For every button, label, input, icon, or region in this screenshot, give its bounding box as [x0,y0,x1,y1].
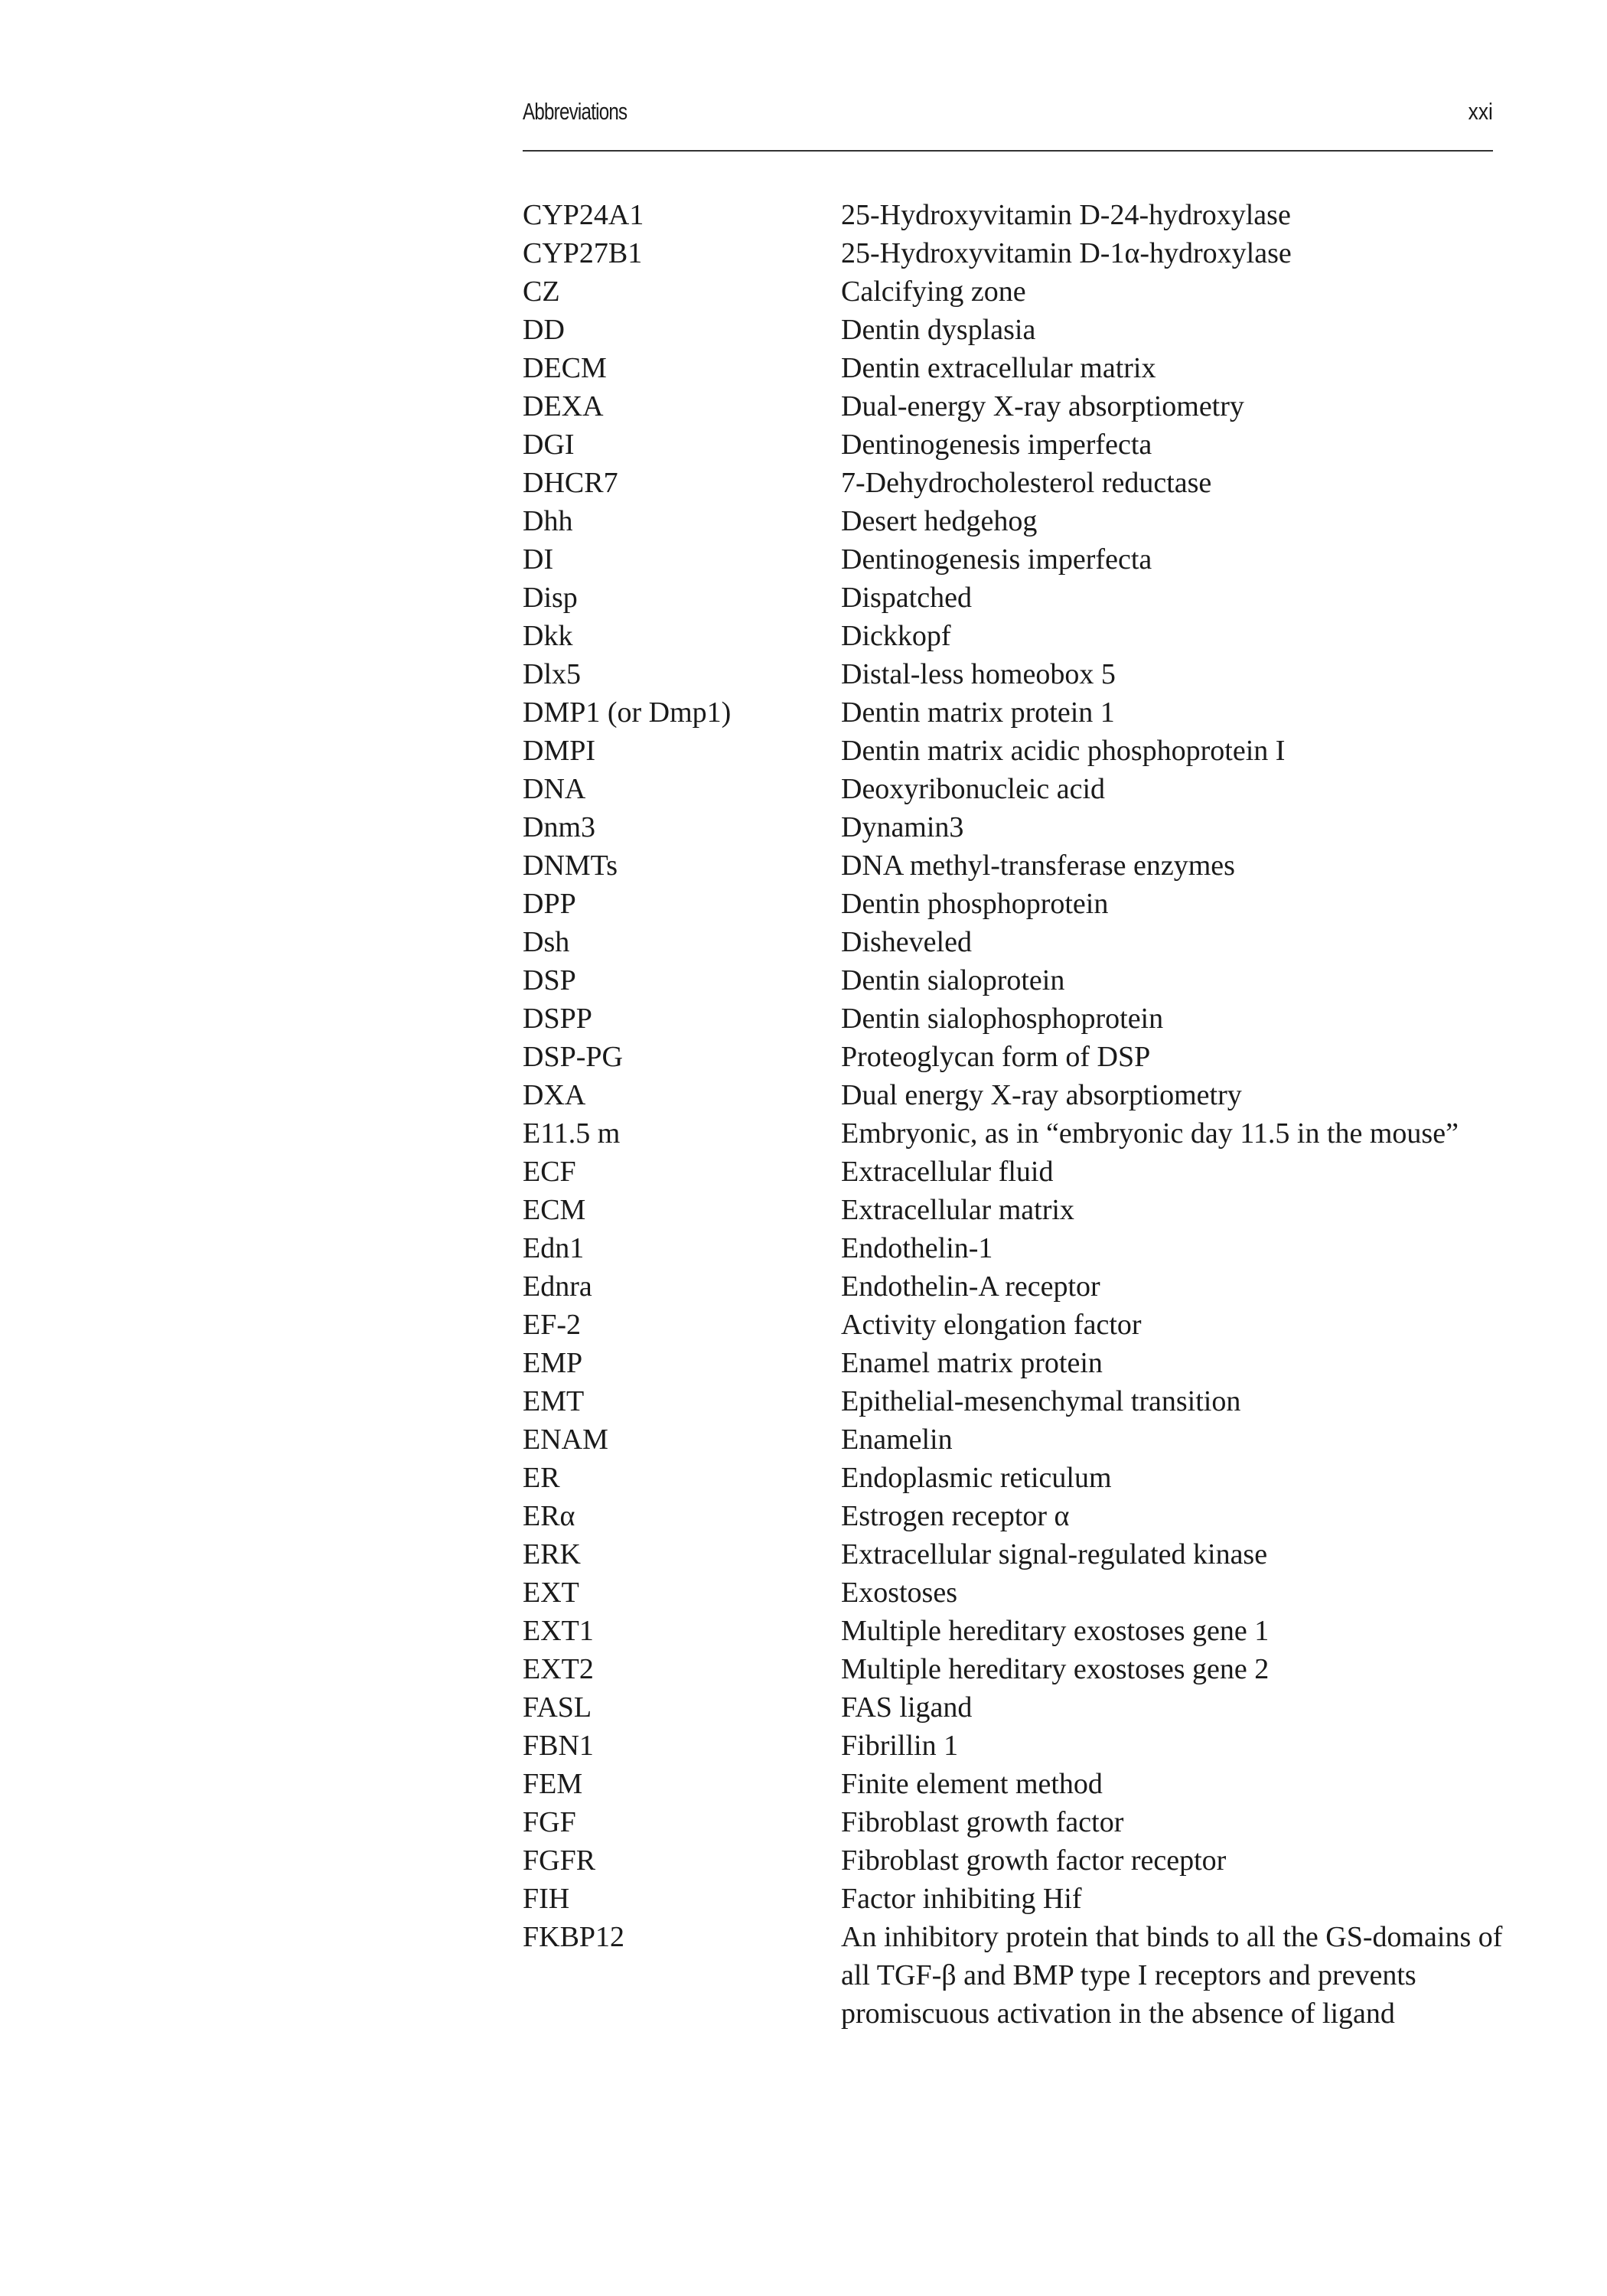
abbreviation-list [523,196,1517,2033]
abbreviation-definition: Fibroblast growth factor receptor [841,1844,1227,1877]
abbreviation-definition: Distal-less homeobox 5 [841,658,1116,690]
abbreviation-definition: Dentin sialoprotein [841,964,1065,996]
abbreviation-definition: DNA methyl-transferase enzymes [841,850,1235,882]
abbreviation-entry [523,808,1517,846]
abbreviation-term: Edn1 [523,1232,585,1264]
abbreviation-term: Ednra [523,1270,592,1303]
abbreviation-definition: Dentin matrix protein 1 [841,696,1115,729]
abbreviation-entry [523,1880,1517,1918]
abbreviation-term: DEXA [523,390,604,422]
abbreviation-entry [523,1688,1517,1727]
abbreviation-definition: Dentin dysplasia [841,314,1036,346]
abbreviation-entry [523,540,1517,579]
abbreviation-term: CZ [523,276,560,308]
abbreviation-definition: Factor inhibiting Hif [841,1883,1082,1915]
abbreviation-term: DNA [523,773,586,805]
abbreviation-term: FGFR [523,1844,596,1877]
abbreviation-term: DI [523,543,554,576]
abbreviation-entry [523,1000,1517,1038]
abbreviation-entry [523,923,1517,961]
abbreviation-definition: Multiple hereditary exostoses gene 1 [841,1615,1270,1647]
abbreviation-term: EF-2 [523,1309,581,1341]
abbreviation-definition: Exostoses [841,1577,957,1609]
abbreviation-definition: Activity elongation factor [841,1309,1142,1341]
abbreviation-term: Disp [523,582,578,614]
abbreviation-entry [523,655,1517,693]
abbreviation-entry [523,1765,1517,1803]
abbreviation-definition: Multiple hereditary exostoses gene 2 [841,1653,1270,1685]
abbreviation-definition: Dentin matrix acidic phosphoprotein I [841,735,1286,767]
abbreviation-term: Dhh [523,505,573,537]
abbreviation-entry [523,1497,1517,1535]
abbreviation-term: FIH [523,1883,570,1915]
abbreviation-entry [523,579,1517,617]
abbreviation-term: DGI [523,429,575,461]
abbreviation-term: E11.5 m [523,1117,621,1150]
abbreviation-definition: Dentinogenesis imperfecta [841,543,1152,576]
abbreviation-definition: Extracellular matrix [841,1194,1074,1226]
abbreviation-term: DSPP [523,1003,592,1035]
abbreviation-entry [523,1038,1517,1076]
abbreviation-entry [523,1229,1517,1267]
abbreviation-term: FBN1 [523,1730,594,1762]
abbreviation-entry [523,311,1517,349]
abbreviation-term: FKBP12 [523,1921,625,1953]
abbreviation-term: DMPI [523,735,596,767]
abbreviation-entry [523,617,1517,655]
abbreviation-entry [523,1344,1517,1382]
abbreviation-entry [523,1918,1517,2033]
abbreviation-term: ERK [523,1538,581,1570]
abbreviation-definition: Dentin sialophosphoprotein [841,1003,1164,1035]
abbreviation-definition: Dynamin3 [841,811,964,843]
abbreviation-definition: FAS ligand [841,1691,973,1724]
abbreviation-entry [523,1153,1517,1191]
abbreviation-definition: Dickkopf [841,620,951,652]
abbreviation-term: ECM [523,1194,586,1226]
abbreviation-definition: 7-Dehydrocholesterol reductase [841,467,1212,499]
abbreviation-entry [523,1612,1517,1650]
abbreviation-entry [523,961,1517,1000]
running-head [523,96,1493,152]
abbreviation-term: EXT2 [523,1653,594,1685]
abbreviation-entry [523,770,1517,808]
abbreviation-definition: Disheveled [841,926,972,958]
abbreviation-entry [523,1727,1517,1765]
abbreviation-term: FEM [523,1768,583,1800]
abbreviation-term: DXA [523,1079,586,1111]
abbreviation-term: ER [523,1462,560,1494]
abbreviation-definition: Epithelial-mesenchymal transition [841,1385,1241,1417]
abbreviation-entry [523,732,1517,770]
abbreviation-term: Dkk [523,620,573,652]
abbreviation-term: ERα [523,1500,575,1532]
abbreviation-definition: Endothelin-A receptor [841,1270,1100,1303]
abbreviation-definition: Fibroblast growth factor [841,1806,1124,1838]
abbreviation-definition: Dentinogenesis imperfecta [841,429,1152,461]
abbreviation-term: CYP27B1 [523,237,643,269]
abbreviation-entry [523,693,1517,732]
abbreviation-entry [523,1306,1517,1344]
abbreviation-term: Dsh [523,926,570,958]
abbreviation-definition: Extracellular signal-regulated kinase [841,1538,1268,1570]
abbreviation-term: CYP24A1 [523,199,644,231]
abbreviation-term: DECM [523,352,607,384]
abbreviation-entry [523,349,1517,387]
abbreviation-term: Dlx5 [523,658,581,690]
abbreviation-term: EXT1 [523,1615,594,1647]
abbreviation-term: FASL [523,1691,592,1724]
abbreviation-definition: Proteoglycan form of DSP [841,1041,1151,1073]
abbreviation-term: DNMTs [523,850,618,882]
abbreviation-definition: Dentin phosphoprotein [841,888,1109,920]
abbreviation-definition: Endothelin-1 [841,1232,993,1264]
page-number: xxi [1468,98,1493,125]
abbreviation-definition: Dual energy X-ray absorptiometry [841,1079,1242,1111]
abbreviation-definition: Dual-energy X-ray absorptiometry [841,390,1244,422]
abbreviation-definition: Extracellular fluid [841,1156,1054,1188]
abbreviation-definition: Dispatched [841,582,972,614]
abbreviation-entry [523,464,1517,502]
abbreviation-term: DSP [523,964,576,996]
abbreviation-entry [523,846,1517,885]
abbreviation-entry [523,272,1517,311]
abbreviation-entry [523,885,1517,923]
section-title: Abbreviations [523,98,627,125]
abbreviation-definition: Endoplasmic reticulum [841,1462,1112,1494]
abbreviation-entry [523,1191,1517,1229]
abbreviation-term: DD [523,314,565,346]
abbreviation-definition: An inhibitory protein that binds to all the GS-domains of all TGF-β and BMP type I receptors and prevents promiscuous activation in the absence of ligand [841,1921,1503,2030]
abbreviation-definition: Enamel matrix protein [841,1347,1103,1379]
abbreviation-term: DSP-PG [523,1041,623,1073]
abbreviation-entry [523,1420,1517,1459]
abbreviation-entry [523,1803,1517,1841]
abbreviation-term: DPP [523,888,576,920]
abbreviation-term: FGF [523,1806,576,1838]
abbreviation-entry [523,1459,1517,1497]
abbreviation-entry [523,1574,1517,1612]
abbreviation-term: Dnm3 [523,811,595,843]
abbreviation-entry [523,1382,1517,1420]
abbreviation-entry [523,196,1517,234]
abbreviation-definition: Estrogen receptor α [841,1500,1070,1532]
abbreviation-definition: Desert hedgehog [841,505,1038,537]
abbreviation-definition: Calcifying zone [841,276,1026,308]
abbreviation-definition: Dentin extracellular matrix [841,352,1156,384]
abbreviation-entry [523,1267,1517,1306]
abbreviation-entry [523,1535,1517,1574]
abbreviation-term: DHCR7 [523,467,618,499]
abbreviation-term: EMT [523,1385,585,1417]
abbreviation-entry [523,426,1517,464]
abbreviation-entry [523,1114,1517,1153]
abbreviation-term: ECF [523,1156,576,1188]
abbreviation-definition: 25-Hydroxyvitamin D-1α-hydroxylase [841,237,1292,269]
abbreviation-term: EXT [523,1577,579,1609]
abbreviation-entry [523,502,1517,540]
abbreviation-entry [523,387,1517,426]
abbreviation-entry [523,234,1517,272]
abbreviation-entry [523,1650,1517,1688]
abbreviation-entry [523,1841,1517,1880]
abbreviation-term: ENAM [523,1424,608,1456]
abbreviation-definition: Finite element method [841,1768,1103,1800]
abbreviation-definition: 25-Hydroxyvitamin D-24-hydroxylase [841,199,1291,231]
abbreviation-entry [523,1076,1517,1114]
abbreviation-definition: Deoxyribonucleic acid [841,773,1106,805]
abbreviation-definition: Enamelin [841,1424,953,1456]
abbreviation-definition: Embryonic, as in “embryonic day 11.5 in the mouse” [841,1117,1459,1150]
abbreviation-term: EMP [523,1347,583,1379]
abbreviation-definition: Fibrillin 1 [841,1730,959,1762]
abbreviation-term: DMP1 (or Dmp1) [523,696,732,729]
